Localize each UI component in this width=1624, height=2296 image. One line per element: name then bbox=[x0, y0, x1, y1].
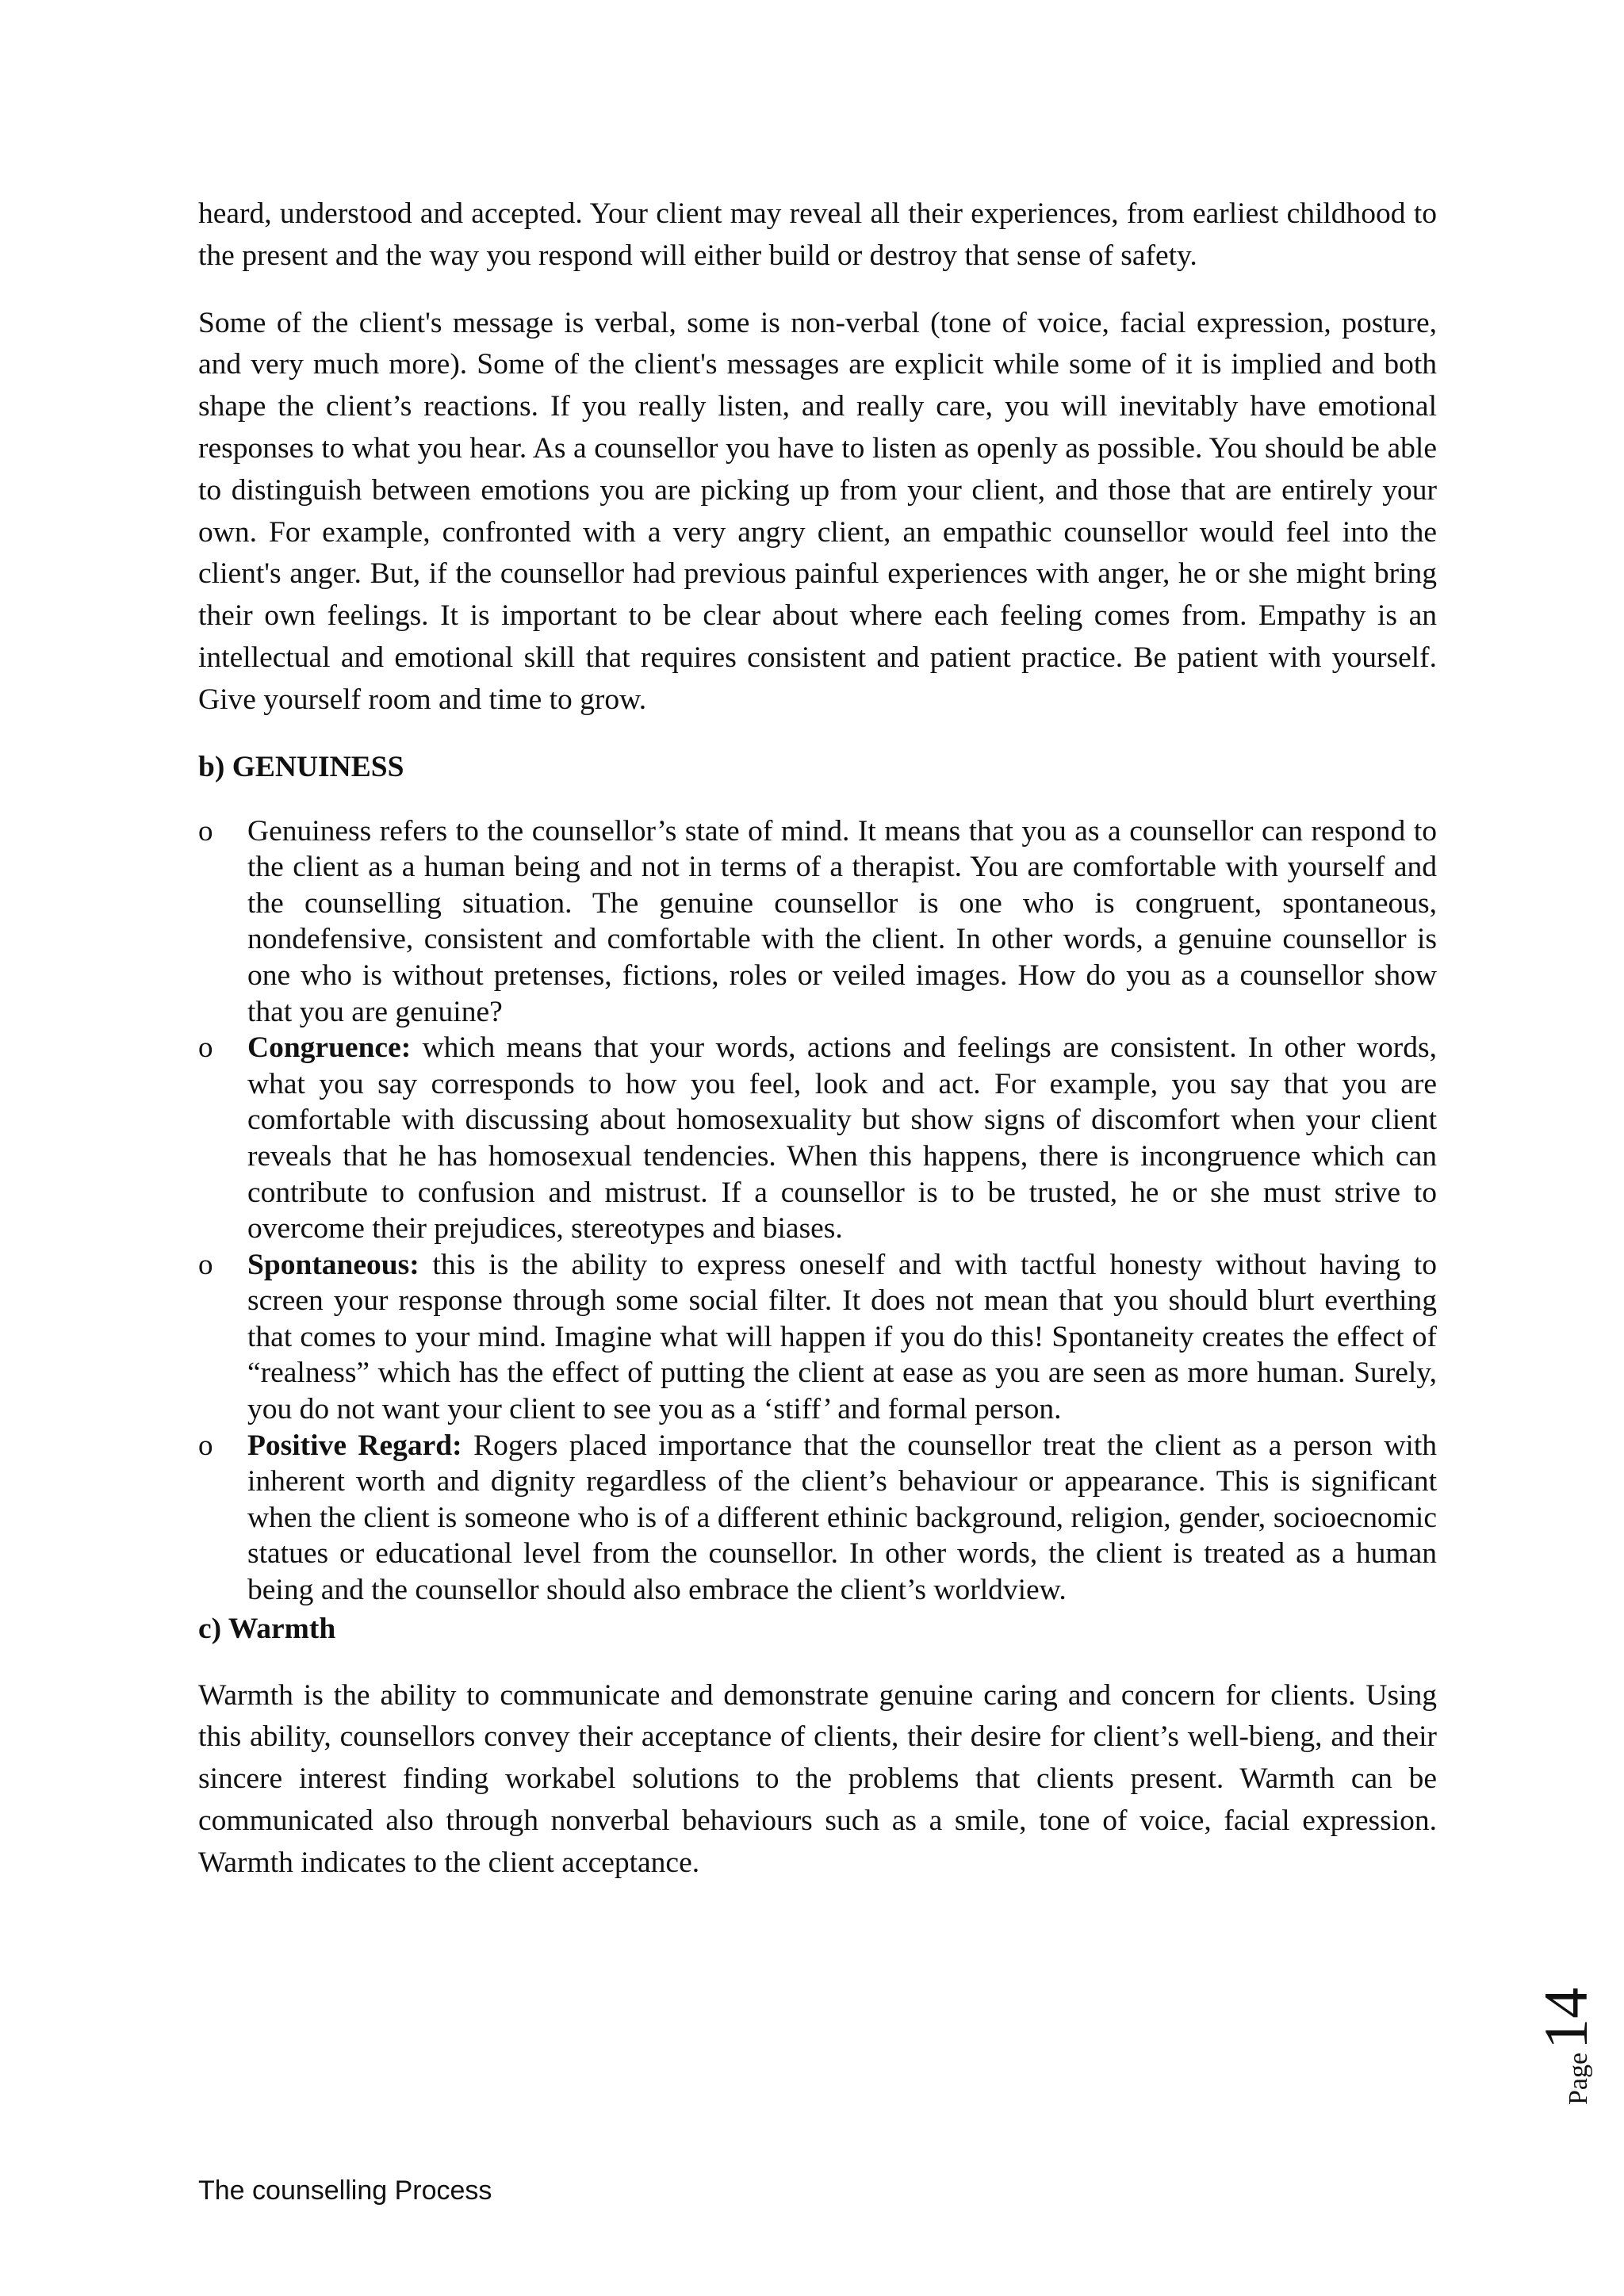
section-heading-genuiness: b) GENUINESS bbox=[198, 750, 404, 783]
page-label: Page bbox=[1564, 2052, 1593, 2105]
genuiness-bullet-list bbox=[198, 813, 1437, 1609]
bullet-text: which means that your words, actions and feelings are consistent. In other words, what you say corresponds to how you feel, look and act. For example, you say that you are comfortable with discussing about homosexuality but show signs of discomfort when your client reveals that he has homosexual tendencies. When this happens, there is incongruence which can contribute to confusion and mistrust. If a counsellor is to be trusted, he or she must strive to overcome their prejudices, stereotypes and biases. bbox=[247, 1031, 1437, 1246]
page-number bbox=[1530, 1946, 1600, 2105]
bullet-text: Rogers placed importance that the counsellor treat the client as a person with inherent worth and dignity regardless of the client’s behaviour or appearance. This is significant when the client is someone who is of a different ethinic background, religion, gender, socioecnomic statues or educational level from the counsellor. In other words, the client is treated as a human being and the counsellor should also embrace the client’s worldview. bbox=[247, 1429, 1437, 1607]
body-paragraph: Some of the client's message is verbal, some is non-verbal (tone of voice, facial expression, posture, and very much more). Some of the client's messages are explicit while some of it is implied and both shape the client’s reactions. If you really listen, and really care, you will inevitably have emotional responses to what you hear. As a counsellor you have to listen as openly as possible. You should be able to distinguish between emotions you are picking up from your client, and those that are entirely your own. For example, confronted with a very angry client, an empathic counsellor would feel into the client's anger. But, if the counsellor had previous painful experiences with anger, he or she might bring their own feelings. It is important to be clear about where each feeling comes from. Empathy is an intellectual and emotional skill that requires consistent and patient practice. Be patient with yourself. Give yourself room and time to grow. bbox=[198, 306, 1437, 716]
document-body bbox=[198, 193, 1437, 1910]
bullet-item bbox=[198, 813, 1437, 1031]
bullet-marker: o bbox=[198, 1031, 213, 1065]
bullet-item bbox=[198, 1428, 1437, 1609]
body-paragraph: Warmth is the ability to communicate and demonstrate genuine caring and concern for clients. Using this ability, counsellors convey their acceptance of clients, their desire for client’s well-bieng, and their sincere interest finding workabel solutions to the problems that clients present. Warmth can be communicated also through nonverbal behaviours such as a smile, tone of voice, facial expression. Warmth indicates to the client acceptance. bbox=[198, 1678, 1437, 1879]
bullet-term: Spontaneous: bbox=[247, 1248, 419, 1281]
bullet-term: Congruence: bbox=[247, 1031, 412, 1065]
page-footer: The counselling Process bbox=[198, 2175, 492, 2206]
section-heading-warmth: c) Warmth bbox=[198, 1612, 336, 1645]
body-paragraph: heard, understood and accepted. Your client may reveal all their experiences, from earliest childhood to the present and the way you respond will either build or destroy that sense of safety. bbox=[198, 197, 1437, 272]
bullet-item bbox=[198, 1030, 1437, 1247]
bullet-text: this is the ability to express oneself and with tactful honesty without having to screen your response through some social filter. It does not mean that you should blurt everthing that comes to your mind. Imagine what will happen if you do this! Spontaneity creates the effect of “realness” which has the effect of putting the client at ease as you are seen as more human. Surely, you do not want your client to see you as a ‘stiff’ and formal person. bbox=[247, 1248, 1437, 1426]
page-number-value: 14 bbox=[1531, 1987, 1600, 2049]
bullet-marker: o bbox=[198, 814, 213, 848]
bullet-marker: o bbox=[198, 1248, 213, 1281]
bullet-term: Positive Regard: bbox=[247, 1429, 462, 1462]
bullet-item bbox=[198, 1247, 1437, 1428]
bullet-text: Genuiness refers to the counsellor’s state of mind. It means that you as a counsellor can respond to the client as a human being and not in terms of a therapist. You are comfortable with yourself and the counselling situation. The genuine counsellor is one who is congruent, spontaneous, nondefensive, consistent and comfortable with the client. In other words, a genuine counsellor is one who is without pretenses, fictions, roles or veiled images. How do you as a counsellor show that you are genuine? bbox=[247, 814, 1437, 1028]
bullet-marker: o bbox=[198, 1429, 213, 1462]
